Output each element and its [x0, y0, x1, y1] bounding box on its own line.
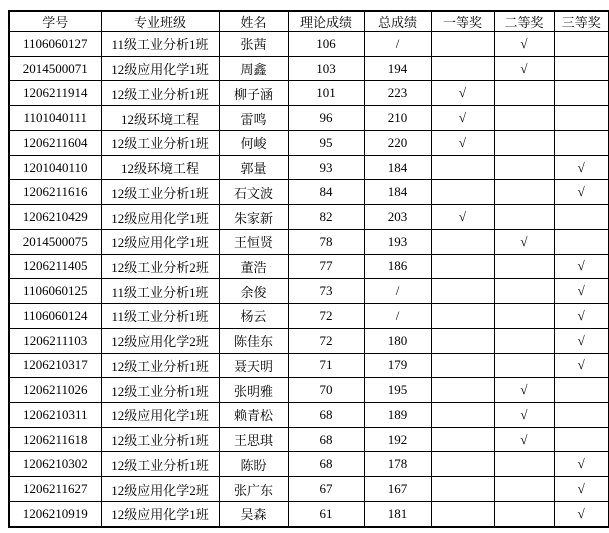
cell-name: 王思琪	[219, 427, 288, 452]
cell-class-name: 12级应用化学2班	[101, 477, 219, 502]
cell-first-prize	[431, 477, 494, 502]
cell-second-prize: √	[494, 56, 554, 81]
cell-second-prize	[494, 254, 554, 279]
cell-theory-score: 72	[288, 304, 364, 329]
cell-second-prize	[494, 81, 554, 106]
cell-student-id: 1206210311	[9, 403, 101, 428]
cell-total-score: /	[364, 279, 431, 304]
table-row	[9, 254, 609, 279]
cell-name: 余俊	[219, 279, 288, 304]
cell-name: 陈盼	[219, 452, 288, 477]
cell-student-id: 1206211616	[9, 180, 101, 205]
cell-second-prize	[494, 130, 554, 155]
cell-class-name: 12级工业分析1班	[101, 130, 219, 155]
cell-third-prize	[554, 56, 609, 81]
cell-first-prize: √	[431, 130, 494, 155]
cell-theory-score: 82	[288, 205, 364, 230]
table-row	[9, 155, 609, 180]
cell-total-score: 194	[364, 56, 431, 81]
table-row	[9, 304, 609, 329]
cell-class-name: 12级工业分析1班	[101, 180, 219, 205]
cell-theory-score: 71	[288, 353, 364, 378]
cell-total-score: 167	[364, 477, 431, 502]
cell-theory-score: 106	[288, 32, 364, 57]
table-header-row	[9, 11, 609, 32]
table-row	[9, 477, 609, 502]
cell-total-score: 189	[364, 403, 431, 428]
cell-student-id: 1206210919	[9, 501, 101, 527]
cell-first-prize	[431, 427, 494, 452]
cell-second-prize: √	[494, 32, 554, 57]
column-header-theory-score: 理论成绩	[288, 11, 364, 32]
cell-class-name: 12级应用化学1班	[101, 229, 219, 254]
cell-total-score: 180	[364, 328, 431, 353]
table-row	[9, 81, 609, 106]
cell-total-score: 178	[364, 452, 431, 477]
cell-student-id: 1206211914	[9, 81, 101, 106]
cell-third-prize	[554, 32, 609, 57]
cell-total-score: /	[364, 304, 431, 329]
cell-total-score: 210	[364, 106, 431, 131]
cell-name: 何峻	[219, 130, 288, 155]
cell-second-prize	[494, 205, 554, 230]
cell-class-name: 12级应用化学1班	[101, 501, 219, 527]
cell-name: 张茜	[219, 32, 288, 57]
cell-third-prize: √	[554, 452, 609, 477]
cell-theory-score: 84	[288, 180, 364, 205]
column-header-class-name: 专业班级	[101, 11, 219, 32]
cell-class-name: 12级环境工程	[101, 106, 219, 131]
cell-first-prize	[431, 254, 494, 279]
cell-class-name: 12级环境工程	[101, 155, 219, 180]
cell-theory-score: 68	[288, 403, 364, 428]
cell-student-id: 1206210302	[9, 452, 101, 477]
cell-first-prize	[431, 32, 494, 57]
cell-third-prize: √	[554, 279, 609, 304]
table-row	[9, 32, 609, 57]
table-row	[9, 452, 609, 477]
cell-second-prize	[494, 328, 554, 353]
cell-theory-score: 77	[288, 254, 364, 279]
cell-student-id: 1106060125	[9, 279, 101, 304]
cell-second-prize	[494, 279, 554, 304]
table-row	[9, 501, 609, 527]
cell-name: 吴森	[219, 501, 288, 527]
cell-first-prize	[431, 501, 494, 527]
table-row	[9, 106, 609, 131]
cell-total-score: 220	[364, 130, 431, 155]
cell-name: 张广东	[219, 477, 288, 502]
table-row	[9, 130, 609, 155]
cell-third-prize: √	[554, 501, 609, 527]
cell-first-prize	[431, 180, 494, 205]
cell-total-score: 195	[364, 378, 431, 403]
cell-theory-score: 103	[288, 56, 364, 81]
cell-total-score: 179	[364, 353, 431, 378]
cell-third-prize	[554, 130, 609, 155]
cell-first-prize	[431, 229, 494, 254]
column-header-first-prize: 一等奖	[431, 11, 494, 32]
cell-student-id: 1206210317	[9, 353, 101, 378]
cell-total-score: 184	[364, 155, 431, 180]
cell-first-prize	[431, 452, 494, 477]
column-header-student-id: 学号	[9, 11, 101, 32]
cell-second-prize	[494, 477, 554, 502]
cell-first-prize	[431, 279, 494, 304]
cell-third-prize	[554, 403, 609, 428]
cell-student-id: 1101040111	[9, 106, 101, 131]
cell-second-prize	[494, 452, 554, 477]
cell-theory-score: 101	[288, 81, 364, 106]
cell-first-prize	[431, 155, 494, 180]
cell-second-prize	[494, 180, 554, 205]
cell-theory-score: 72	[288, 328, 364, 353]
cell-name: 雷鸣	[219, 106, 288, 131]
cell-third-prize: √	[554, 477, 609, 502]
cell-first-prize	[431, 328, 494, 353]
cell-second-prize: √	[494, 403, 554, 428]
cell-student-id: 1206211627	[9, 477, 101, 502]
cell-theory-score: 95	[288, 130, 364, 155]
cell-theory-score: 61	[288, 501, 364, 527]
table-row	[9, 378, 609, 403]
cell-second-prize: √	[494, 229, 554, 254]
column-header-name: 姓名	[219, 11, 288, 32]
cell-name: 杨云	[219, 304, 288, 329]
cell-third-prize: √	[554, 328, 609, 353]
cell-student-id: 1106060127	[9, 32, 101, 57]
cell-student-id: 1206211026	[9, 378, 101, 403]
cell-name: 周鑫	[219, 56, 288, 81]
cell-third-prize: √	[554, 353, 609, 378]
cell-class-name: 11级工业分析1班	[101, 304, 219, 329]
cell-third-prize: √	[554, 155, 609, 180]
cell-total-score: /	[364, 32, 431, 57]
cell-first-prize: √	[431, 106, 494, 131]
cell-name: 聂天明	[219, 353, 288, 378]
cell-total-score: 186	[364, 254, 431, 279]
cell-theory-score: 70	[288, 378, 364, 403]
column-header-third-prize: 三等奖	[554, 11, 609, 32]
cell-theory-score: 96	[288, 106, 364, 131]
cell-name: 石文波	[219, 180, 288, 205]
cell-first-prize: √	[431, 81, 494, 106]
cell-third-prize	[554, 81, 609, 106]
cell-student-id: 1106060124	[9, 304, 101, 329]
student-scores-table	[8, 10, 609, 528]
cell-first-prize	[431, 378, 494, 403]
cell-name: 赖青松	[219, 403, 288, 428]
table-row	[9, 229, 609, 254]
cell-student-id: 1206211618	[9, 427, 101, 452]
cell-student-id: 1206211405	[9, 254, 101, 279]
cell-total-score: 181	[364, 501, 431, 527]
cell-name: 董浩	[219, 254, 288, 279]
cell-student-id: 1206210429	[9, 205, 101, 230]
cell-name: 郭量	[219, 155, 288, 180]
cell-second-prize: √	[494, 378, 554, 403]
table-row	[9, 427, 609, 452]
cell-third-prize	[554, 229, 609, 254]
cell-student-id: 2014500075	[9, 229, 101, 254]
cell-second-prize	[494, 106, 554, 131]
cell-third-prize	[554, 106, 609, 131]
cell-class-name: 11级工业分析1班	[101, 32, 219, 57]
cell-student-id: 1201040110	[9, 155, 101, 180]
cell-total-score: 223	[364, 81, 431, 106]
cell-theory-score: 73	[288, 279, 364, 304]
cell-theory-score: 68	[288, 452, 364, 477]
cell-class-name: 12级工业分析1班	[101, 452, 219, 477]
cell-third-prize: √	[554, 304, 609, 329]
cell-class-name: 12级应用化学2班	[101, 328, 219, 353]
cell-class-name: 12级工业分析1班	[101, 378, 219, 403]
cell-theory-score: 67	[288, 477, 364, 502]
table-row	[9, 56, 609, 81]
table-row	[9, 403, 609, 428]
cell-class-name: 11级工业分析1班	[101, 279, 219, 304]
cell-student-id: 1206211103	[9, 328, 101, 353]
cell-first-prize	[431, 403, 494, 428]
cell-third-prize	[554, 205, 609, 230]
cell-name: 张明雅	[219, 378, 288, 403]
cell-name: 柳子涵	[219, 81, 288, 106]
cell-theory-score: 78	[288, 229, 364, 254]
table-row	[9, 328, 609, 353]
cell-class-name: 12级工业分析2班	[101, 254, 219, 279]
cell-class-name: 12级工业分析1班	[101, 353, 219, 378]
cell-second-prize	[494, 353, 554, 378]
cell-theory-score: 68	[288, 427, 364, 452]
cell-total-score: 193	[364, 229, 431, 254]
cell-third-prize: √	[554, 180, 609, 205]
table-row	[9, 279, 609, 304]
cell-name: 王恒贤	[219, 229, 288, 254]
table-row	[9, 180, 609, 205]
cell-class-name: 12级应用化学1班	[101, 205, 219, 230]
cell-total-score: 184	[364, 180, 431, 205]
cell-first-prize	[431, 353, 494, 378]
cell-class-name: 12级工业分析1班	[101, 81, 219, 106]
table-row	[9, 205, 609, 230]
cell-second-prize	[494, 304, 554, 329]
cell-class-name: 12级应用化学1班	[101, 56, 219, 81]
cell-total-score: 192	[364, 427, 431, 452]
cell-third-prize	[554, 378, 609, 403]
table-row	[9, 353, 609, 378]
cell-class-name: 12级工业分析1班	[101, 427, 219, 452]
cell-student-id: 1206211604	[9, 130, 101, 155]
cell-name: 朱家新	[219, 205, 288, 230]
cell-total-score: 203	[364, 205, 431, 230]
cell-second-prize	[494, 155, 554, 180]
cell-theory-score: 93	[288, 155, 364, 180]
cell-second-prize: √	[494, 427, 554, 452]
column-header-second-prize: 二等奖	[494, 11, 554, 32]
cell-first-prize	[431, 56, 494, 81]
cell-third-prize: √	[554, 254, 609, 279]
cell-third-prize	[554, 427, 609, 452]
cell-class-name: 12级应用化学1班	[101, 403, 219, 428]
cell-student-id: 2014500071	[9, 56, 101, 81]
cell-first-prize	[431, 304, 494, 329]
cell-second-prize	[494, 501, 554, 527]
cell-name: 陈佳东	[219, 328, 288, 353]
column-header-total-score: 总成绩	[364, 11, 431, 32]
cell-first-prize: √	[431, 205, 494, 230]
